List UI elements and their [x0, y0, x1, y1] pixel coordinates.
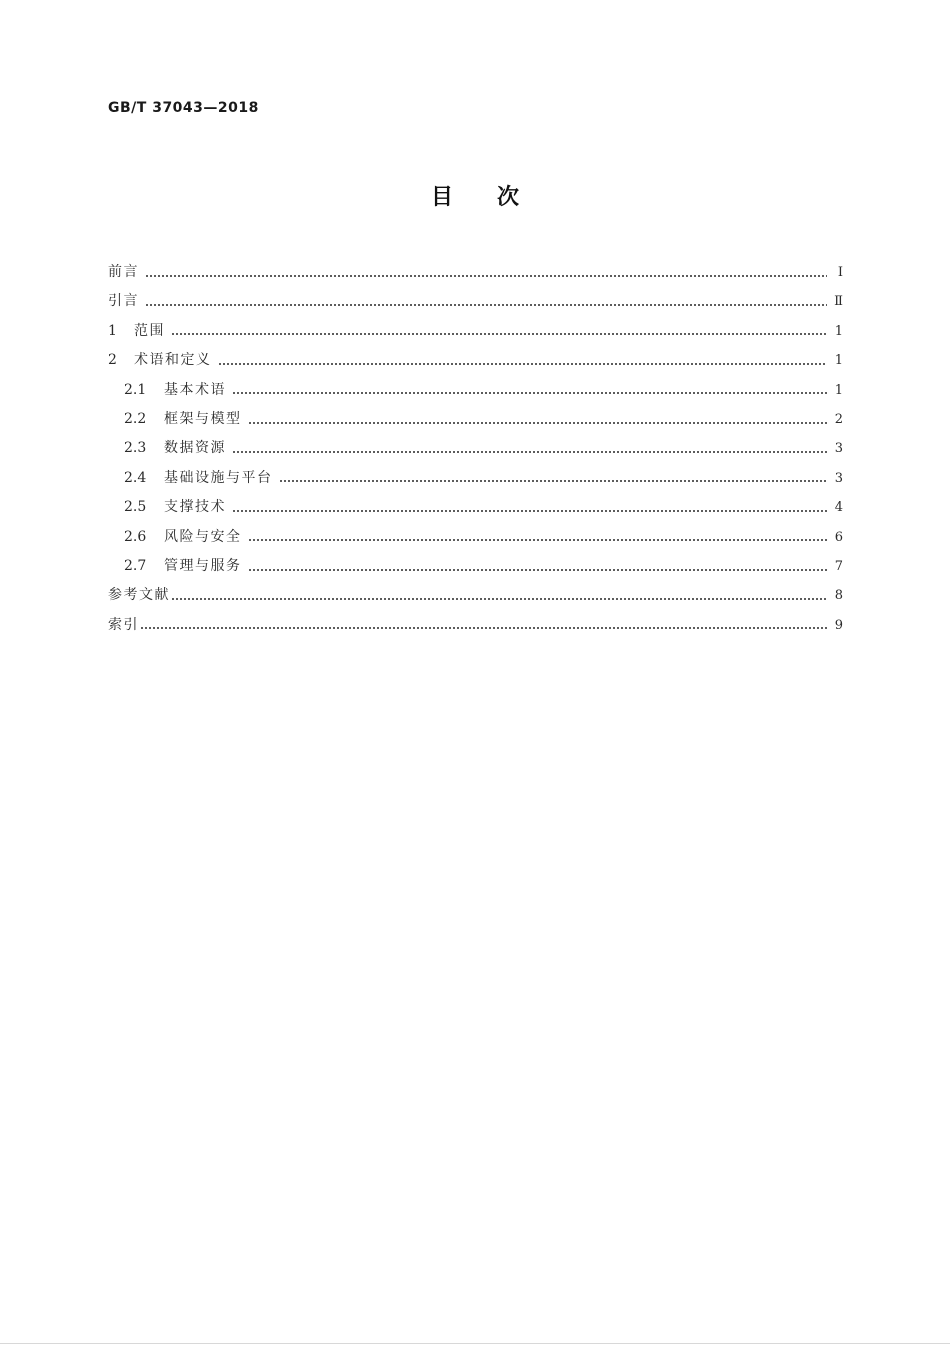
toc-dot-leader — [232, 510, 827, 512]
toc-entry-label: 索引 — [108, 616, 139, 633]
toc-entry-number: 2.1 — [124, 381, 147, 398]
toc-entry-page: 1 — [834, 382, 843, 398]
toc-entry-label: 基本术语 — [164, 381, 226, 398]
toc-entry-number: 2.7 — [124, 557, 147, 574]
toc-dot-leader — [248, 539, 828, 541]
table-of-contents — [108, 258, 843, 640]
toc-entry-page: 6 — [834, 529, 843, 545]
toc-entry-number: 2.5 — [124, 499, 147, 516]
toc-entry-page: 4 — [834, 500, 843, 516]
toc-entry-label: 框架与模型 — [164, 410, 242, 427]
toc-dot-leader — [145, 275, 827, 277]
toc-entry-number: 2.6 — [124, 528, 147, 545]
toc-entry-page: Ⅰ — [837, 265, 843, 280]
toc-entry-page: 8 — [834, 588, 843, 604]
toc-entry-page: 3 — [834, 470, 843, 486]
toc-entry[interactable] — [108, 464, 843, 493]
toc-entry-number: 2 — [108, 352, 117, 369]
toc-entry[interactable] — [108, 611, 843, 640]
toc-entry[interactable] — [108, 287, 843, 316]
page-title: 目次 — [430, 185, 563, 210]
toc-entry-label: 管理与服务 — [164, 557, 242, 574]
toc-dot-leader — [171, 333, 827, 335]
toc-entry[interactable] — [108, 376, 843, 405]
toc-entry-label: 引言 — [108, 293, 139, 310]
toc-entry-page: 9 — [834, 617, 843, 633]
toc-entry-label: 风险与安全 — [164, 528, 242, 545]
toc-entry-page: Ⅱ — [834, 294, 843, 310]
toc-dot-leader — [248, 569, 828, 571]
toc-entry-label: 基础设施与平台 — [164, 469, 273, 486]
toc-dot-leader — [248, 422, 828, 424]
toc-entry-label: 参考文献 — [108, 587, 170, 604]
toc-dot-leader — [140, 627, 827, 629]
toc-entry-page: 1 — [834, 353, 843, 369]
toc-entry-label: 支撑技术 — [164, 499, 226, 516]
page-bottom-divider — [0, 1343, 950, 1344]
toc-entry[interactable] — [108, 405, 843, 434]
toc-dot-leader — [218, 363, 828, 365]
toc-dot-leader — [279, 480, 828, 482]
toc-entry[interactable] — [108, 346, 843, 375]
toc-entry[interactable] — [108, 581, 843, 610]
toc-entry-label: 前言 — [108, 264, 139, 280]
toc-entry-number: 2.2 — [124, 410, 147, 427]
toc-entry-page: 1 — [834, 323, 843, 339]
toc-entry[interactable] — [108, 434, 843, 463]
toc-entry-label: 范围 — [134, 322, 165, 339]
toc-entry-number: 2.3 — [124, 440, 147, 457]
toc-dot-leader — [232, 451, 827, 453]
toc-dot-leader — [171, 598, 827, 600]
toc-entry-number: 2.4 — [124, 469, 147, 486]
toc-entry-page: 3 — [834, 441, 843, 457]
toc-entry[interactable] — [108, 552, 843, 581]
toc-entry-page: 7 — [834, 558, 843, 574]
toc-entry[interactable] — [108, 523, 843, 552]
toc-entry[interactable] — [108, 493, 843, 522]
toc-entry-number: 1 — [108, 322, 117, 339]
toc-entry[interactable] — [108, 258, 843, 287]
toc-entry-label: 数据资源 — [164, 440, 226, 457]
toc-entry-page: 2 — [834, 411, 843, 427]
toc-entry[interactable] — [108, 317, 843, 346]
toc-entry-label: 术语和定义 — [134, 352, 212, 369]
toc-dot-leader — [145, 304, 827, 306]
toc-dot-leader — [232, 392, 827, 394]
document-code: GB/T 37043—2018 — [108, 100, 259, 116]
